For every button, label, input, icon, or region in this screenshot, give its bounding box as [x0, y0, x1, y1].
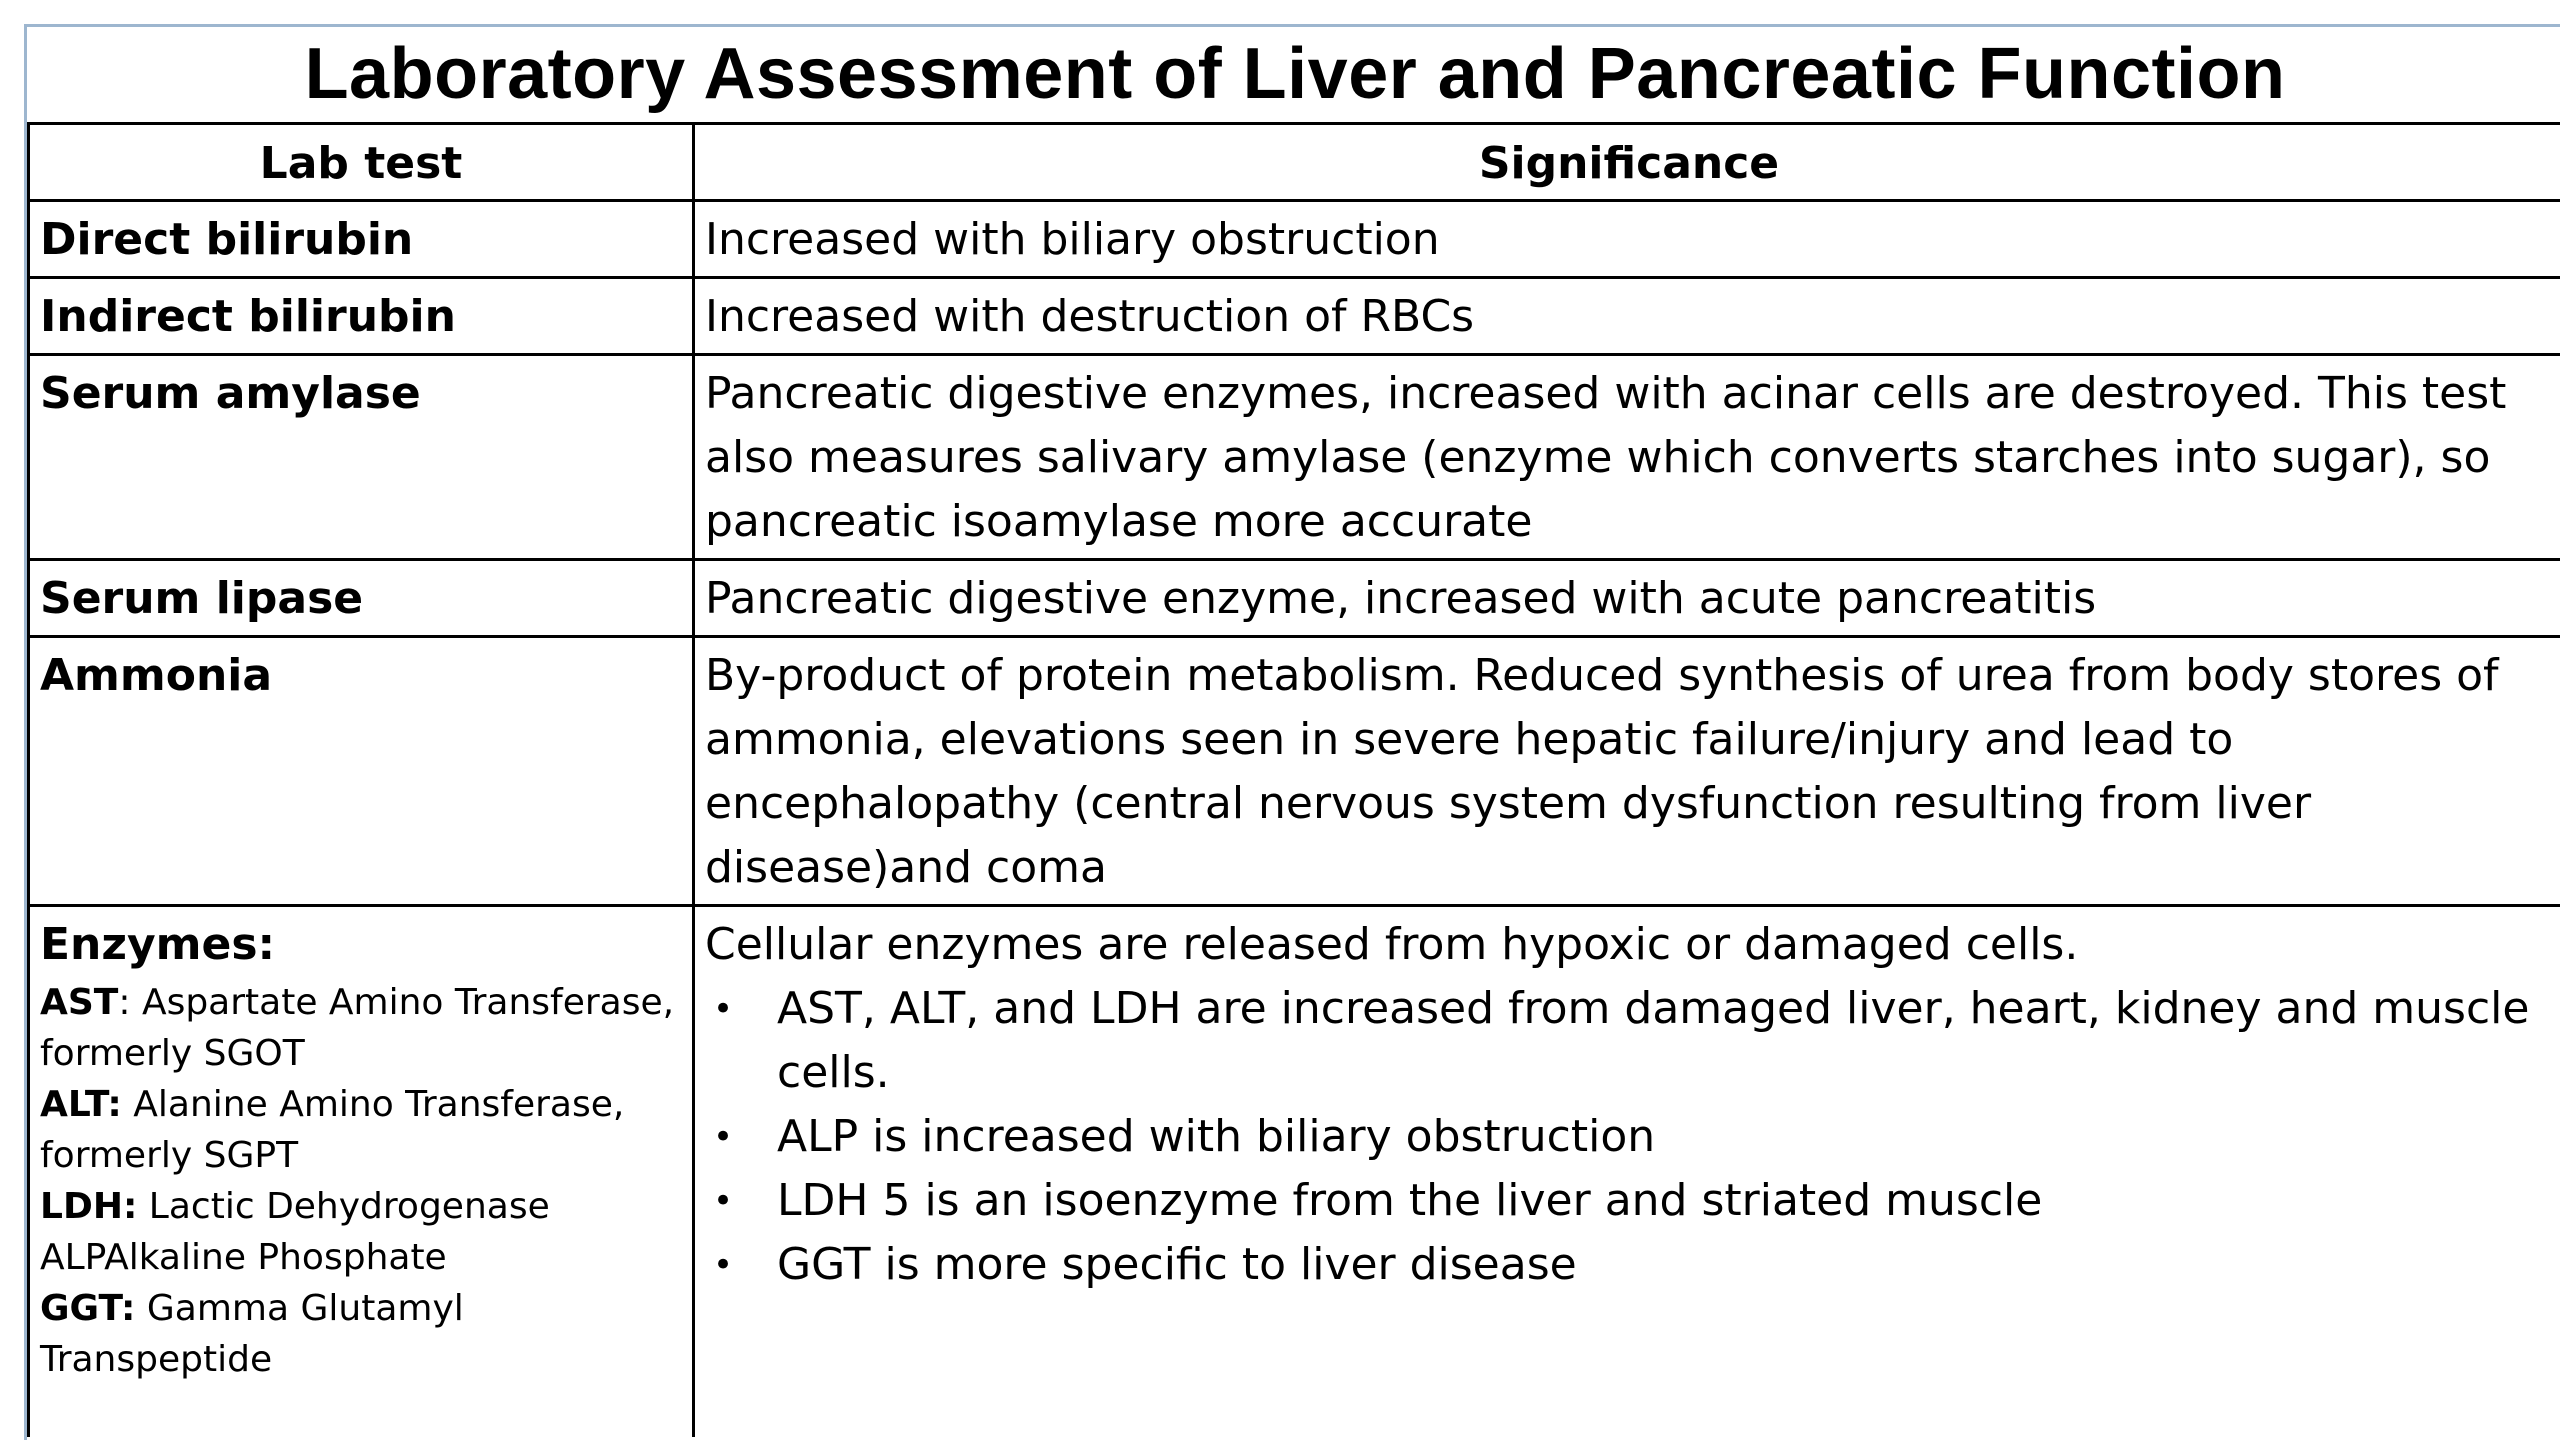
bullet-text: GGT is more specific to liver disease [777, 1239, 1577, 1290]
enzyme-item [40, 1283, 682, 1385]
list-item [705, 1233, 2553, 1297]
enzyme-item [40, 1232, 682, 1283]
lab-test-cell: Direct bilirubin [29, 201, 694, 278]
enzymes-heading: Enzymes: [40, 919, 276, 970]
list-item [705, 1169, 2553, 1233]
table-row [29, 637, 2560, 906]
lab-test-cell: Serum amylase [29, 355, 694, 560]
column-header-significance: Significance [694, 124, 2560, 201]
bullet-icon: • [713, 989, 734, 1029]
enzyme-desc: ALPAlkaline Phosphate [40, 1237, 447, 1278]
table-row-enzymes [29, 906, 2560, 1438]
table-row [29, 278, 2560, 355]
table-row [29, 560, 2560, 637]
lab-table [27, 122, 2560, 1437]
enzyme-desc: Gamma Glutamyl Transpeptide [40, 1288, 464, 1380]
enzyme-item [40, 1079, 682, 1181]
column-header-lab-test: Lab test [29, 124, 694, 201]
enzyme-abbr: ALT: [40, 1084, 122, 1125]
bullet-text: LDH 5 is an isoenzyme from the liver and striated muscle [777, 1175, 2043, 1226]
significance-cell: Pancreatic digestive enzymes, increased with acinar cells are destroyed. This test also measures salivary amylase (enzyme which converts starches into sugar), so pancreatic isoamylase more accurate [694, 355, 2560, 560]
table-header-row [29, 124, 2560, 201]
significance-cell: By-product of protein metabolism. Reduced synthesis of urea from body stores of ammonia, elevations seen in severe hepatic failure/injury and lead to encephalopathy (central nervous system dysfunction resulting from liver disease)and coma [694, 637, 2560, 906]
enzyme-item [40, 977, 682, 1079]
enzymes-bullet-list [705, 977, 2553, 1297]
enzyme-sep: : [118, 982, 131, 1023]
enzyme-abbr: AST [40, 982, 119, 1023]
enzymes-intro: Cellular enzymes are released from hypoxic or damaged cells. [705, 919, 2079, 970]
lab-test-cell: Indirect bilirubin [29, 278, 694, 355]
significance-cell: Pancreatic digestive enzyme, increased with acute pancreatitis [694, 560, 2560, 637]
bullet-icon: • [713, 1181, 734, 1221]
enzyme-desc: Alanine Amino Transferase, formerly SGPT [40, 1084, 625, 1176]
significance-cell: Increased with destruction of RBCs [694, 278, 2560, 355]
bullet-text: AST, ALT, and LDH are increased from damaged liver, heart, kidney and muscle cells. [777, 983, 2530, 1098]
bullet-icon: • [713, 1117, 734, 1157]
significance-cell: Increased with biliary obstruction [694, 201, 2560, 278]
enzyme-desc: Aspartate Amino Transferase, formerly SGOT [40, 982, 675, 1074]
bullet-text: ALP is increased with biliary obstruction [777, 1111, 1656, 1162]
enzyme-item [40, 1181, 682, 1232]
enzyme-abbr: LDH: [40, 1186, 138, 1227]
bullet-icon: • [713, 1245, 734, 1285]
table-row [29, 201, 2560, 278]
table-row [29, 355, 2560, 560]
lab-test-cell: Serum lipase [29, 560, 694, 637]
list-item [705, 1105, 2553, 1169]
significance-cell-enzymes [694, 906, 2560, 1438]
enzyme-abbr: GGT: [40, 1288, 136, 1329]
page-title: Laboratory Assessment of Liver and Pancreatic Function [304, 33, 2286, 114]
list-item [705, 977, 2553, 1105]
slide [24, 24, 2560, 1440]
lab-test-cell-enzymes [29, 906, 694, 1438]
lab-test-cell: Ammonia [29, 637, 694, 906]
enzyme-desc: Lactic Dehydrogenase [137, 1186, 550, 1227]
